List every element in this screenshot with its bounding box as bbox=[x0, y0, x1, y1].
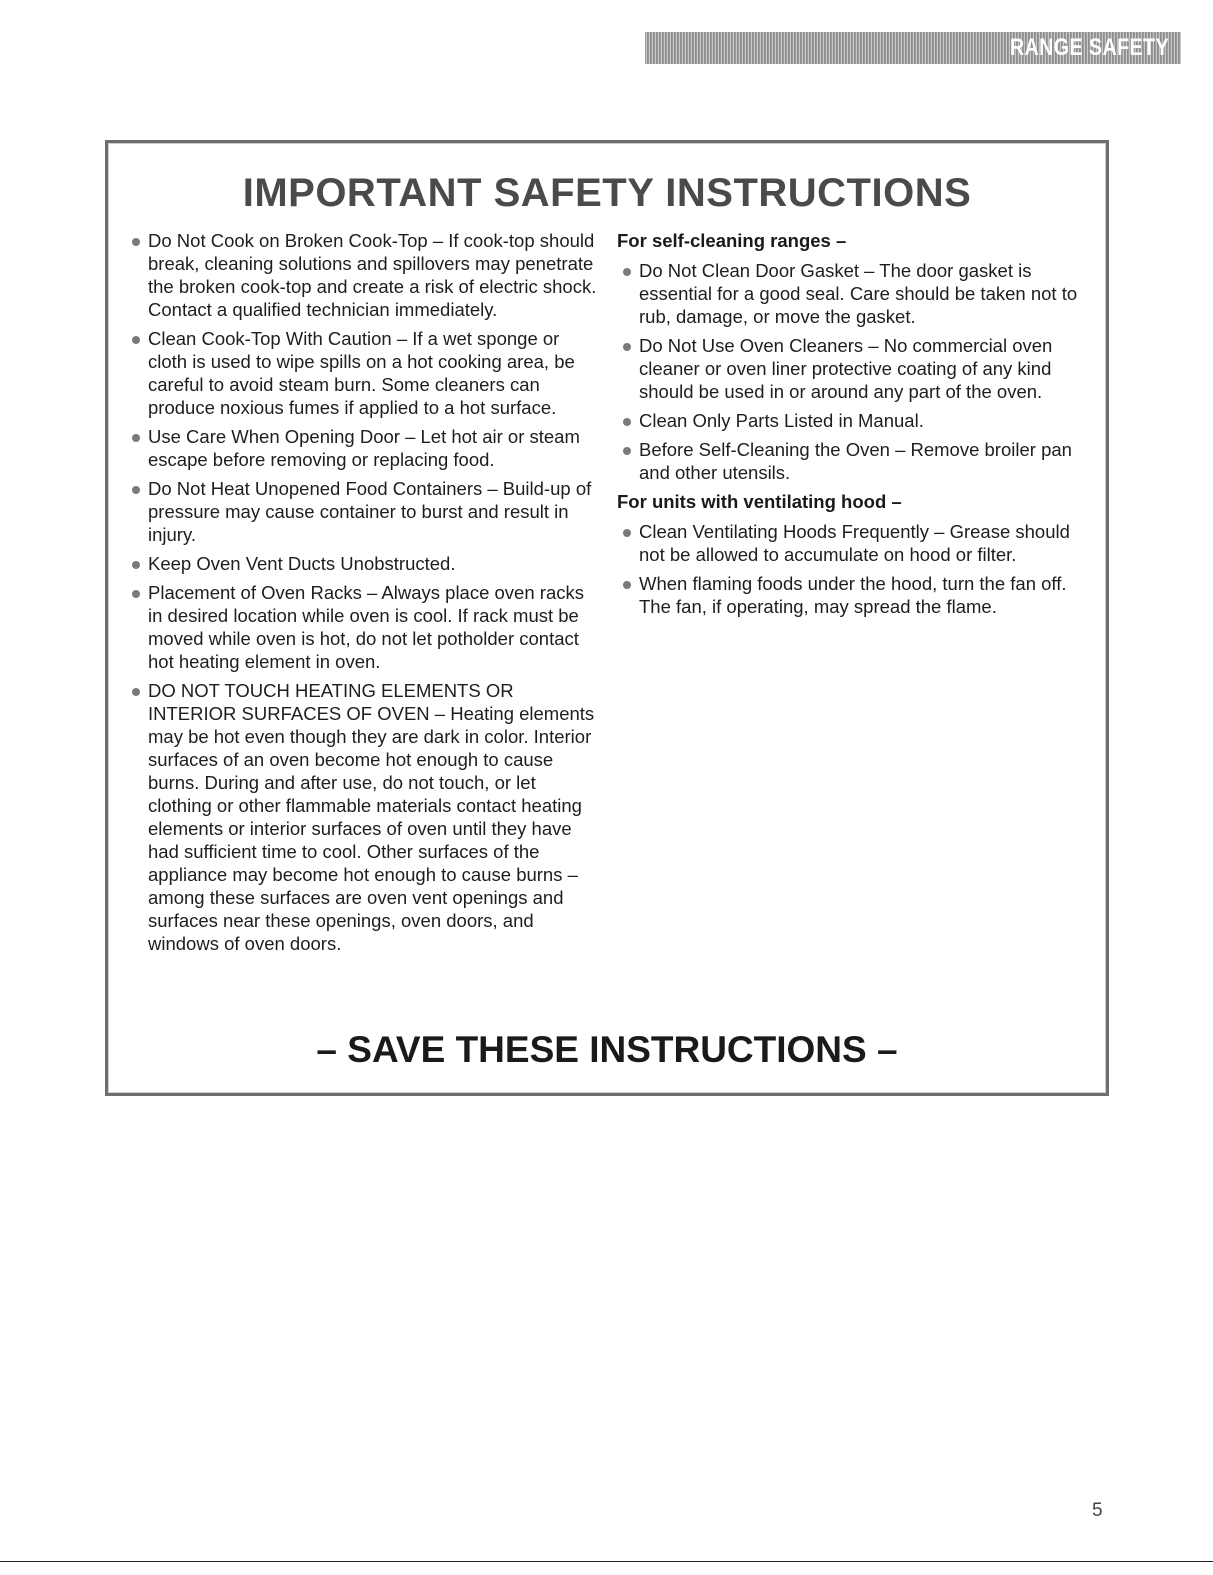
bullet-icon bbox=[132, 688, 140, 696]
list-item: Use Care When Opening Door – Let hot air or steam escape before removing or replacing food. bbox=[122, 425, 598, 471]
list-item: Keep Oven Vent Ducts Unobstructed. bbox=[122, 552, 598, 575]
list-item: Do Not Heat Unopened Food Containers – Build-up of pressure may cause container to burst and result in injury. bbox=[122, 477, 598, 546]
self-cleaning-heading: For self-cleaning ranges – bbox=[617, 230, 847, 251]
ventilating-hood-heading: For units with ventilating hood – bbox=[617, 491, 902, 512]
left-column bbox=[122, 229, 598, 961]
bullet-icon bbox=[623, 418, 631, 426]
bullet-icon bbox=[623, 529, 631, 537]
bullet-icon bbox=[132, 561, 140, 569]
bullet-icon bbox=[623, 447, 631, 455]
section-header-bar bbox=[645, 32, 1181, 64]
bullet-icon bbox=[623, 581, 631, 589]
list-item: Clean Ventilating Hoods Frequently – Grease should not be allowed to accumulate on hood or filter. bbox=[617, 520, 1097, 566]
list-item: Clean Cook-Top With Caution – If a wet sponge or cloth is used to wipe spills on a hot cooking area, be careful to avoid steam burn. Some cleaners can produce noxious fumes if applied to a hot surface. bbox=[122, 327, 598, 419]
section-label: RANGE SAFETY bbox=[1009, 34, 1169, 61]
right-column bbox=[617, 229, 1097, 624]
bullet-icon bbox=[132, 238, 140, 246]
box-title: IMPORTANT SAFETY INSTRUCTIONS bbox=[242, 171, 972, 215]
bullet-icon bbox=[132, 336, 140, 344]
list-item: Do Not Clean Door Gasket – The door gasket is essential for a good seal. Care should be taken not to rub, damage, or move the gasket. bbox=[617, 259, 1097, 328]
bottom-rule bbox=[0, 1561, 1213, 1562]
bullet-icon bbox=[623, 268, 631, 276]
bullet-icon bbox=[623, 343, 631, 351]
list-item: When flaming foods under the hood, turn the fan off. The fan, if operating, may spread the flame. bbox=[617, 572, 1097, 618]
list-item: Placement of Oven Racks – Always place oven racks in desired location while oven is cool. If rack must be moved while oven is hot, do not let potholder contact hot heating element in oven. bbox=[122, 581, 598, 673]
list-item: Do Not Cook on Broken Cook-Top – If cook-top should break, cleaning solutions and spillovers may penetrate the broken cook-top and create a risk of electric shock. Contact a qualified technician immediately. bbox=[122, 229, 598, 321]
list-item: DO NOT TOUCH HEATING ELEMENTS OR INTERIOR SURFACES OF OVEN – Heating elements may be hot even though they are dark in color. Interior surfaces of an oven become hot enough to cause burns. During and after use, do not touch, or let clothing or other flammable materials contact heating elements or interior surfaces of oven until they have had sufficient time to cool. Other surfaces of the appliance may become hot enough to cause burns – among these surfaces are oven vent openings and surfaces near these openings, oven doors, and windows of oven doors. bbox=[122, 679, 598, 955]
bullet-icon bbox=[132, 434, 140, 442]
bullet-icon bbox=[132, 486, 140, 494]
bullet-icon bbox=[132, 590, 140, 598]
list-item: Do Not Use Oven Cleaners – No commercial oven cleaner or oven liner protective coating of any kind should be used in or around any part of the oven. bbox=[617, 334, 1097, 403]
list-item: Clean Only Parts Listed in Manual. bbox=[617, 409, 1097, 432]
page-number: 5 bbox=[1092, 1500, 1103, 1521]
list-item: Before Self-Cleaning the Oven – Remove broiler pan and other utensils. bbox=[617, 438, 1097, 484]
safety-instructions-box bbox=[105, 140, 1109, 1096]
save-instructions-footer: – SAVE THESE INSTRUCTIONS – bbox=[316, 1029, 898, 1070]
